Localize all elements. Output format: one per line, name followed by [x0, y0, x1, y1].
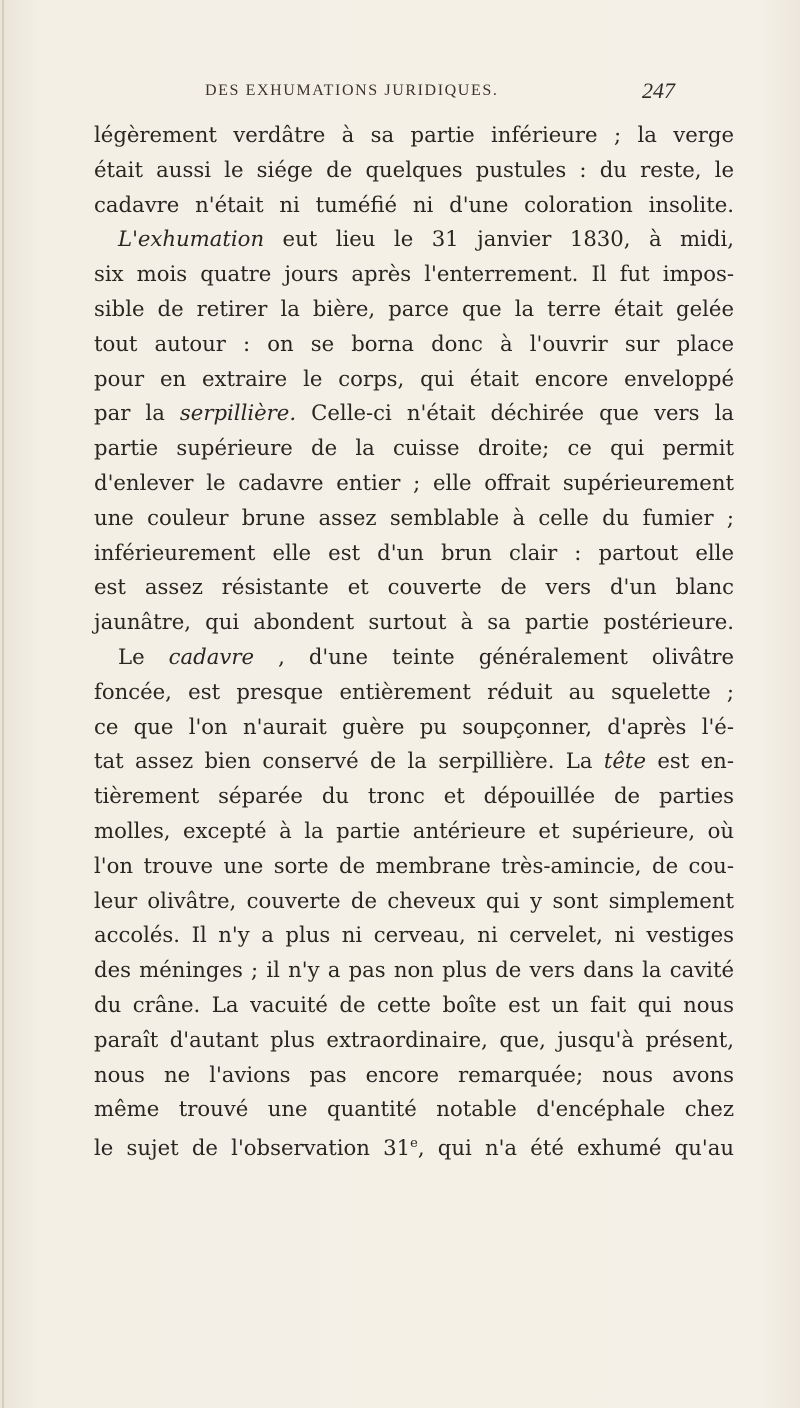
- text-segment: tièrement séparée du tronc et dépouillée de parties: [94, 783, 734, 809]
- text-line: [94, 605, 734, 640]
- text-segment: eut lieu le 31 janvier 1830, à midi,: [264, 226, 734, 252]
- text-segment: tout autour : on se borna donc à l'ouvrir sur place: [94, 330, 734, 356]
- text-segment: partie supérieure de la cuisse droite; ce qui permit: [94, 435, 734, 461]
- text-segment: , d'une teinte généralement olivâtre: [254, 643, 735, 669]
- text-line: [94, 710, 734, 745]
- text-segment: , qui n'a été exhumé qu'au: [417, 1135, 734, 1161]
- text-segment: d'enlever le cadavre entier ; elle offrait supérieurement: [94, 469, 734, 495]
- text-segment: le sujet de l'observation 31: [94, 1135, 411, 1161]
- text-segment: Celle-ci n'était déchirée que vers la: [296, 400, 734, 426]
- text-segment: une couleur brune assez semblable à celle du fumier ;: [94, 504, 734, 530]
- text-segment: accolés. Il n'y a plus ni cerveau, ni cervelet, ni vestiges: [94, 922, 734, 948]
- text-segment: est assez résistante et couverte de vers d'un blanc: [94, 574, 734, 600]
- text-line: [94, 779, 734, 814]
- page-number: 247: [642, 78, 675, 103]
- text-segment: l'on trouve une sorte de membrane très-amincie, de cou-: [94, 852, 734, 878]
- binding-edge: [2, 0, 4, 1408]
- text-segment: foncée, est presque entièrement réduit au squelette ;: [94, 678, 734, 704]
- text-line: [94, 118, 734, 153]
- text-segment: légèrement verdâtre à sa partie inférieure ; la verge: [94, 122, 734, 147]
- page-header: [0, 78, 800, 112]
- text-segment: six mois quatre jours après l'enterrement. Il fut impos-: [94, 261, 734, 287]
- text-segment: jaunâtre, qui abondent surtout à sa partie postérieure.: [94, 609, 734, 635]
- text-line: [94, 1058, 734, 1093]
- text-segment: ce que l'on n'aurait guère pu soupçonner, d'après l'é-: [94, 713, 734, 739]
- text-line: [94, 988, 734, 1023]
- text-segment: molles, excepté à la partie antérieure et supérieure, où: [94, 817, 734, 843]
- text-line: [94, 675, 734, 710]
- superscript: e: [410, 1136, 418, 1152]
- italic-term: serpillière.: [179, 400, 297, 426]
- text-line: [94, 327, 734, 362]
- text-line: [94, 362, 734, 397]
- text-line: [94, 257, 734, 292]
- text-line: [94, 431, 734, 466]
- text-line: [94, 501, 734, 536]
- text-line: [94, 884, 734, 919]
- text-segment: du crâne. La vacuité de cette boîte est un fait qui nous: [94, 991, 734, 1017]
- text-line: [94, 814, 734, 849]
- text-segment: sible de retirer la bière, parce que la terre était gelée: [94, 295, 734, 321]
- text-segment: cadavre n'était ni tuméfié ni d'une coloration insolite.: [94, 191, 734, 217]
- text-segment: inférieurement elle est d'un brun clair : partout elle: [94, 539, 734, 565]
- text-segment: leur olivâtre, couverte de cheveux qui y sont simplement: [94, 887, 734, 913]
- text-line: [94, 918, 734, 953]
- text-line: [94, 1127, 734, 1162]
- body-text: [94, 118, 734, 1162]
- text-line: [94, 744, 734, 779]
- text-segment: tat assez bien conservé de la serpillière. La: [94, 748, 604, 774]
- text-line: [94, 640, 734, 675]
- text-line: [94, 849, 734, 884]
- running-head: DES EXHUMATIONS JURIDIQUES.: [205, 82, 499, 99]
- italic-term: L'exhumation: [118, 226, 265, 252]
- text-line: [94, 396, 734, 431]
- text-line: [94, 466, 734, 501]
- text-segment: par la: [94, 400, 180, 426]
- text-segment: est en-: [645, 748, 734, 774]
- text-line: [94, 153, 734, 188]
- text-segment: Le: [118, 643, 169, 669]
- italic-term: tête: [603, 748, 646, 774]
- text-segment: même trouvé une quantité notable d'encéphale chez: [94, 1096, 734, 1122]
- text-line: [94, 1092, 734, 1127]
- text-segment: pour en extraire le corps, qui était encore enveloppé: [94, 365, 734, 391]
- text-segment: nous ne l'avions pas encore remarquée; nous avons: [94, 1061, 734, 1087]
- text-segment: était aussi le siége de quelques pustules : du reste, le: [94, 156, 734, 182]
- text-line: [94, 292, 734, 327]
- text-line: [94, 536, 734, 571]
- italic-term: cadavre: [168, 643, 255, 669]
- text-line: [94, 570, 734, 605]
- text-line: [94, 188, 734, 223]
- text-line: [94, 222, 734, 257]
- text-line: [94, 953, 734, 988]
- text-segment: des méninges ; il n'y a pas non plus de vers dans la cavité: [94, 957, 734, 983]
- text-segment: paraît d'autant plus extraordinaire, que, jusqu'à présent,: [94, 1026, 734, 1052]
- text-line: [94, 1023, 734, 1058]
